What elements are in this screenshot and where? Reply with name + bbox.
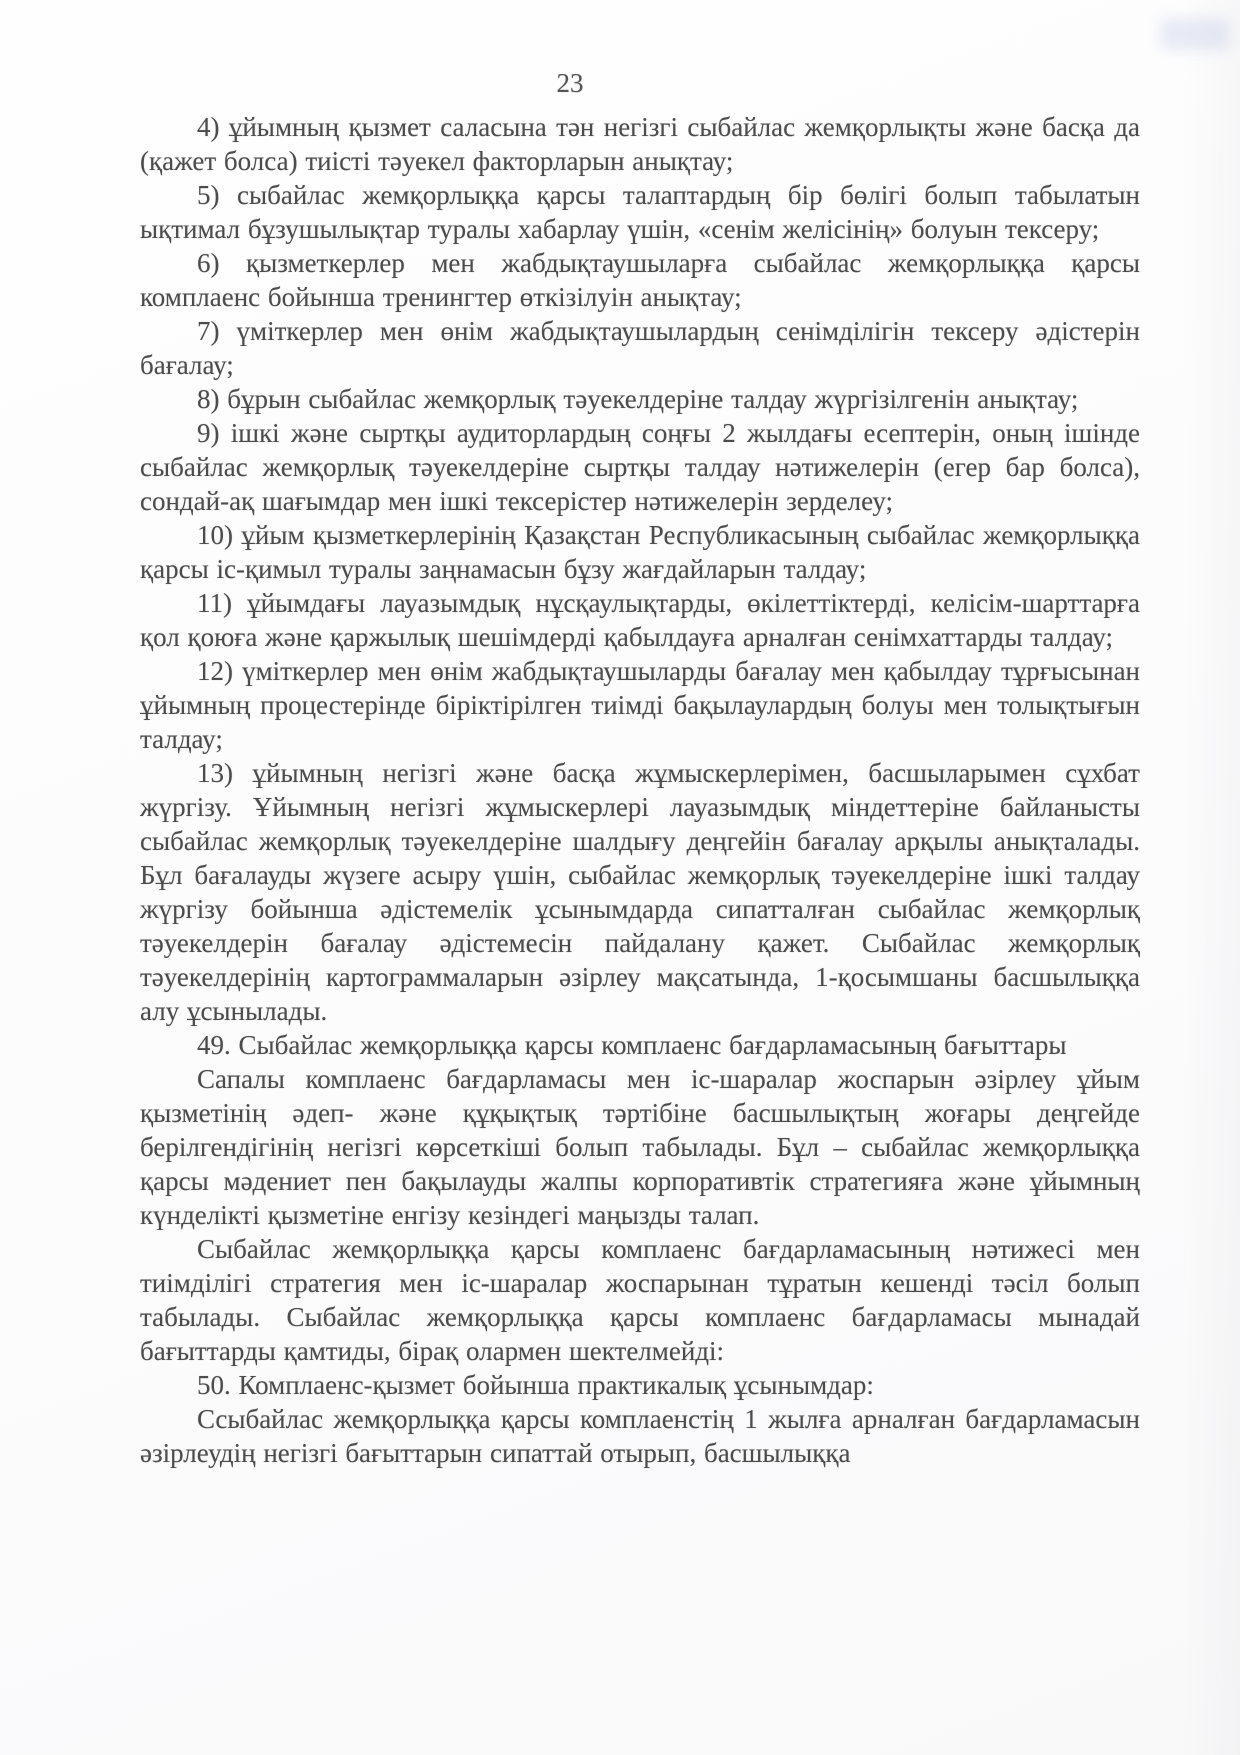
scan-edge-shading xyxy=(1180,0,1240,1755)
section-49-paragraph-1: Сапалы комплаенс бағдарламасы мен іс-шаралар жоспарын әзірлеу ұйым қызметінің әдеп- және құқықтық тәртібіне басшылықтың жоғары деңгейде берілгендігінің негізгі көрсеткіші болып табылады. Бұл – сыбайлас жемқорлыққа қарсы мәдениет пен бақылауды жалпы корпоративтік стратегияға және ұйымның күнделікті қызметіне енгізу кезіндегі маңызды талап. xyxy=(140,1064,1140,1230)
section-49-paragraph-2: Сыбайлас жемқорлыққа қарсы комплаенс бағдарламасының нәтижесі мен тиімділігі стратегия мен іс-шаралар жоспарынан тұратын кешенді тәсіл болып табылады. Сыбайлас жемқорлыққа қарсы комплаенс бағдарламасы мынадай бағыттарды қамтиды, бірақ олармен шектелмейді: xyxy=(140,1234,1140,1366)
body-paragraph-item-13: 13) ұйымның негізгі және басқа жұмыскерлерімен, басшыларымен сұхбат жүргізу. Ұйымның негізгі жұмыскерлері лауазымдық міндеттеріне байланысты сыбайлас жемқорлық тәуекелдеріне шалдығу деңгейін бағалау арқылы анықталады. Бұл бағалауды жүзеге асыру үшін, сыбайлас жемқорлық тәуекелдеріне ішкі талдау жүргізу бойынша әдістемелік ұсынымдарда сипатталған сыбайлас жемқорлық тәуекелдерін бағалау әдістемесін пайдалану қажет. Сыбайлас жемқорлық тәуекелдерінің картограммаларын әзірлеу мақсатында, 1-қосымшаны басшылыққа алу ұсынылады. xyxy=(140,758,1140,1026)
page-number: 23 xyxy=(556,68,584,98)
section-50-paragraph-1: Ссыбайлас жемқорлыққа қарсы комплаенстің 1 жылға арналған бағдарламасын әзірлеудің негізгі бағыттарын сипаттай отырып, басшылыққа xyxy=(140,1404,1140,1468)
section-heading-50: 50. Комплаенс-қызмет бойынша практикалық ұсынымдар: xyxy=(197,1370,874,1400)
body-paragraph-item-4: 4) ұйымның қызмет саласына тән негізгі сыбайлас жемқорлықты және басқа да (қажет болса) тиісті тәуекел факторларын анықтау; xyxy=(140,112,1140,176)
section-heading-49: 49. Сыбайлас жемқорлыққа қарсы комплаенс бағдарламасының бағыттары xyxy=(197,1030,1067,1060)
body-paragraph-item-6: 6) қызметкерлер мен жабдықтаушыларға сыбайлас жемқорлыққа қарсы комплаенс бойынша тренингтер өткізілуін анықтау; xyxy=(140,248,1140,312)
body-paragraph-item-5: 5) сыбайлас жемқорлыққа қарсы талаптардың бір бөлігі болып табылатын ықтимал бұзушылықтар туралы хабарлау үшін, «сенім желісінің» болуын тексеру; xyxy=(140,180,1140,244)
body-paragraph-item-12: 12) үміткерлер мен өнім жабдықтаушыларды бағалау мен қабылдау тұрғысынан ұйымның процестерінде біріктірілген тиімді бақылаулардың болуы мен толықтығын талдау; xyxy=(140,656,1140,754)
body-paragraph-item-8: 8) бұрын сыбайлас жемқорлық тәуекелдеріне талдау жүргізілгенін анықтау; xyxy=(197,384,1079,414)
body-paragraph-item-9: 9) ішкі және сыртқы аудиторлардың соңғы 2 жылдағы есептерін, оның ішінде сыбайлас жемқорлық тәуекелдеріне сыртқы талдау нәтижелерін (егер бар болса), сондай-ақ шағымдар мен ішкі тексерістер нәтижелерін зерделеу; xyxy=(140,418,1140,516)
body-paragraph-item-10: 10) ұйым қызметкерлерінің Қазақстан Республикасының сыбайлас жемқорлыққа қарсы іс-қимыл туралы заңнамасын бұзу жағдайларын талдау; xyxy=(140,520,1140,584)
body-paragraph-item-11: 11) ұйымдағы лауазымдық нұсқаулықтарды, өкілеттіктерді, келісім-шарттарға қол қоюға және қаржылық шешімдерді қабылдауға арналған сенімхаттарды талдау; xyxy=(140,588,1140,652)
body-paragraph-item-7: 7) үміткерлер мен өнім жабдықтаушылардың сенімділігін тексеру әдістерін бағалау; xyxy=(140,316,1140,380)
document-body xyxy=(140,110,1140,1470)
